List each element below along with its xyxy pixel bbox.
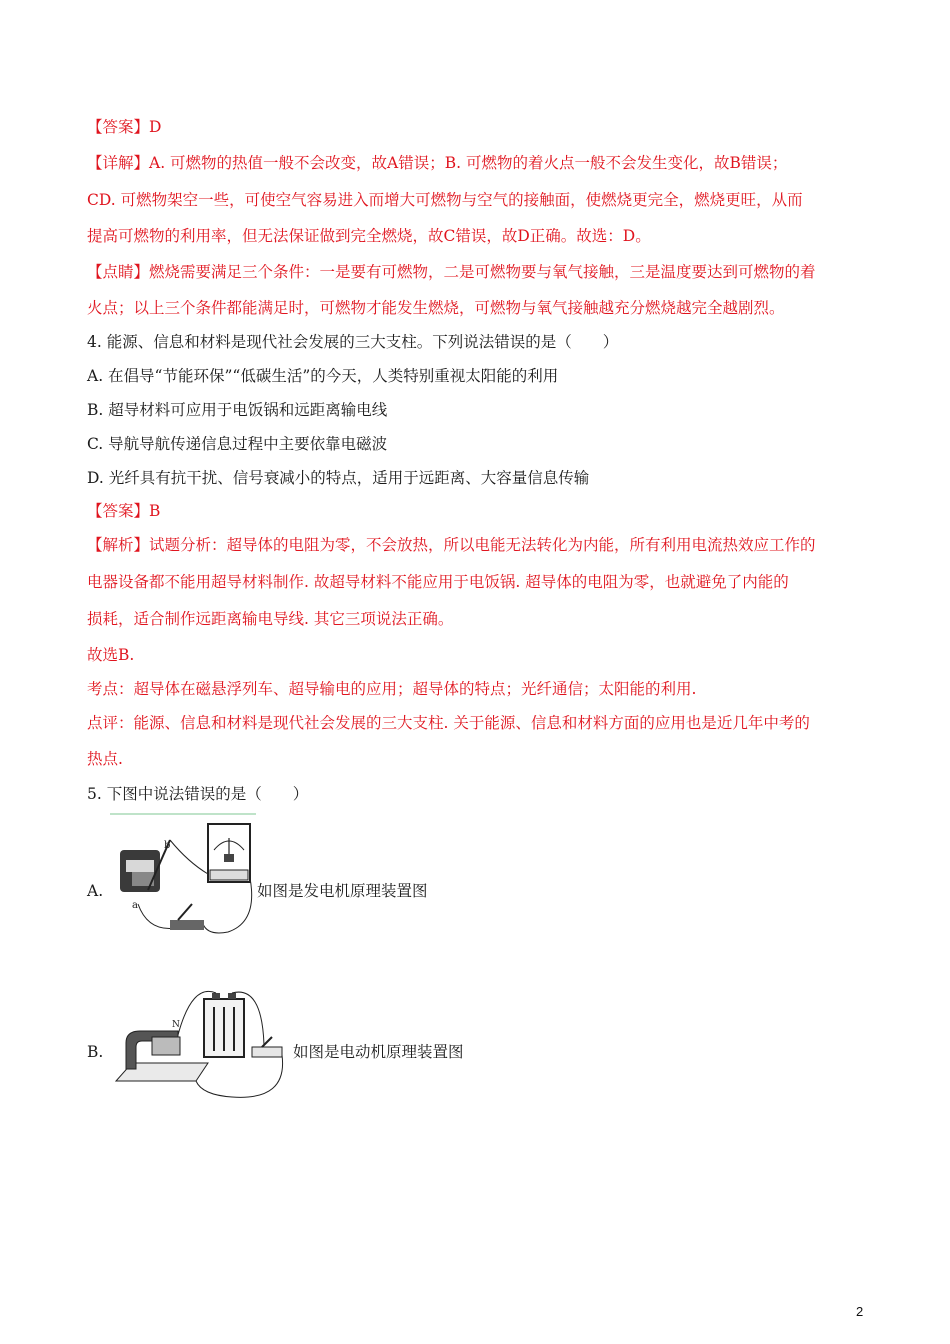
q3-detail-line: 提高可燃物的利用率，但无法保证做到完全燃烧，故C错误，故D正确。故选：D。: [87, 227, 651, 245]
svg-text:a: a: [132, 900, 138, 911]
q3-detail-line: 【详解】A. 可燃物的热值一般不会改变，故A错误；B. 可燃物的着火点一般不会发生变化，故B错误；: [87, 154, 788, 172]
q4-analysis-line: 【解析】试题分析：超导体的电阻为零，不会放热，所以电能无法转化为内能，所有利用电流热效应工作的: [87, 536, 816, 554]
q3-answer: 【答案】D: [87, 118, 162, 136]
q4-option-c: C. 导航导航传递信息过程中主要依靠电磁波: [87, 435, 388, 453]
generator-apparatus-figure: [108, 812, 258, 942]
q4-analysis-line: 损耗，适合制作远距离输电导线. 其它三项说法正确。: [87, 610, 454, 628]
q4-choice: 故选B.: [87, 646, 135, 664]
q4-stem: 4. 能源、信息和材料是现代社会发展的三大支柱。下列说法错误的是（ ）: [87, 333, 619, 351]
q5-option-b-label: B.: [87, 1043, 104, 1061]
q4-points: 考点：超导体在磁悬浮列车、超导输电的应用；超导体的特点；光纤通信；太阳能的利用.: [87, 680, 697, 698]
svg-text:b: b: [164, 840, 171, 851]
q5-option-a-label: A.: [87, 882, 104, 900]
q4-option-d: D. 光纤具有抗干扰、信号衰减小的特点，适用于远距离、大容量信息传输: [87, 469, 590, 487]
q3-comment-line: 火点；以上三个条件都能满足时，可燃物才能发生燃烧，可燃物与氧气接触越充分燃烧越完全越剧烈。: [87, 299, 785, 317]
q3-comment-line: 【点睛】燃烧需要满足三个条件：一是要有可燃物，二是可燃物要与氧气接触，三是温度要达到可燃物的着: [87, 263, 816, 281]
q5-stem: 5. 下图中说法错误的是（ ）: [87, 785, 309, 803]
q3-detail-line: CD. 可燃物架空一些，可使空气容易进入而增大可燃物与空气的接触面，使燃烧更完全，燃烧更旺，从而: [87, 191, 803, 209]
svg-text:N: N: [172, 1020, 180, 1030]
q5-option-b-text: 如图是电动机原理装置图: [293, 1043, 464, 1061]
q4-answer: 【答案】B: [87, 502, 161, 520]
q4-analysis-line: 电器设备都不能用超导材料制作. 故超导材料不能应用于电饭锅. 超导体的电阻为零，也就避免了内能的: [87, 573, 789, 591]
q4-option-a: A. 在倡导“节能环保”“低碳生活”的今天，人类特别重视太阳能的利用: [87, 367, 559, 385]
page-number: 2: [856, 1304, 864, 1319]
q5-option-a-text: 如图是发电机原理装置图: [257, 882, 428, 900]
q4-review-line: 点评：能源、信息和材料是现代社会发展的三大支柱. 关于能源、信息和材料方面的应用也是近几年中考的: [87, 714, 810, 732]
q4-review-line: 热点.: [87, 750, 123, 768]
q4-option-b: B. 超导材料可应用于电饭锅和远距离输电线: [87, 401, 388, 419]
motor-apparatus-figure: [112, 985, 292, 1105]
